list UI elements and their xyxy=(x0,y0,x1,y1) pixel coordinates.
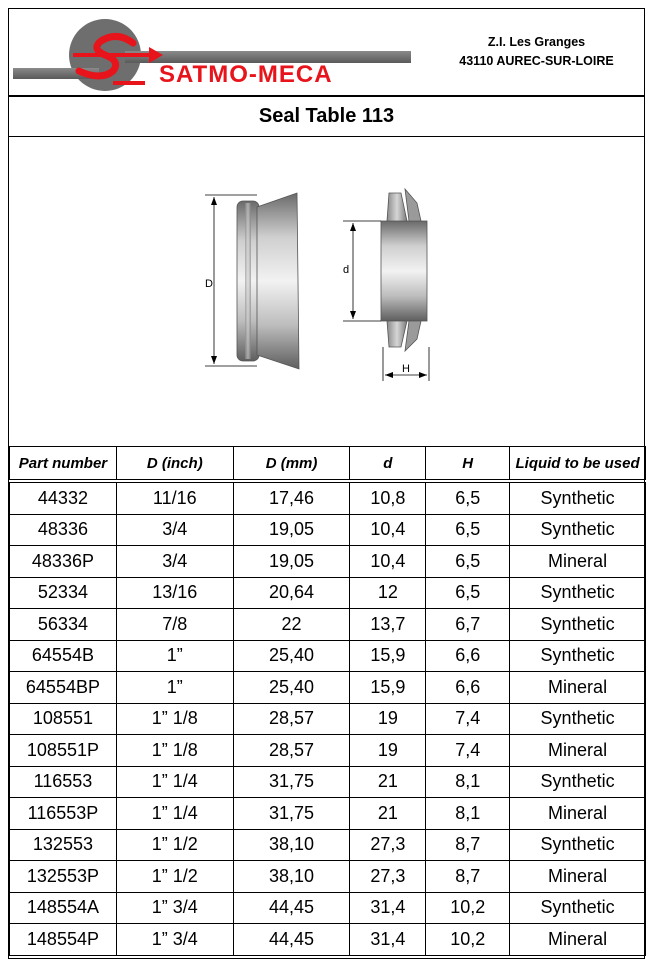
table-row xyxy=(10,924,646,956)
cell-h: 6,5 xyxy=(426,481,510,514)
cell-liquid: Mineral xyxy=(510,924,646,956)
cell-liquid: Synthetic xyxy=(510,829,646,861)
title-row xyxy=(9,97,644,137)
cell-liquid: Synthetic xyxy=(510,703,646,735)
cell-d-inch: 1” 1/2 xyxy=(116,861,233,893)
cell-part-number: 52334 xyxy=(10,577,117,609)
table-row xyxy=(10,798,646,830)
cell-d-mm: 19,05 xyxy=(233,546,350,578)
cell-small-d: 15,9 xyxy=(350,640,426,672)
cell-small-d: 13,7 xyxy=(350,609,426,641)
cell-d-mm: 17,46 xyxy=(233,481,350,514)
header-d-inch: D (inch) xyxy=(116,447,233,482)
address-line-2: 43110 AUREC-SUR-LOIRE xyxy=(459,54,614,68)
cell-liquid: Synthetic xyxy=(510,892,646,924)
cell-small-d: 21 xyxy=(350,798,426,830)
cell-part-number: 132553 xyxy=(10,829,117,861)
seal-section-view xyxy=(343,189,429,381)
seal-table-sheet xyxy=(8,8,645,959)
cell-liquid: Mineral xyxy=(510,798,646,830)
cell-small-d: 27,3 xyxy=(350,829,426,861)
table-row xyxy=(10,861,646,893)
cell-h: 6,6 xyxy=(426,640,510,672)
cell-d-mm: 25,40 xyxy=(233,672,350,704)
cell-part-number: 108551P xyxy=(10,735,117,767)
table-row xyxy=(10,766,646,798)
cell-h: 8,1 xyxy=(426,766,510,798)
cell-liquid: Synthetic xyxy=(510,609,646,641)
header-d-mm: D (mm) xyxy=(233,447,350,482)
cell-d-mm: 19,05 xyxy=(233,514,350,546)
cell-d-mm: 22 xyxy=(233,609,350,641)
table-row xyxy=(10,514,646,546)
address-line-1: Z.I. Les Granges xyxy=(487,35,586,49)
cell-part-number: 108551 xyxy=(10,703,117,735)
table-row xyxy=(10,640,646,672)
cell-small-d: 10,8 xyxy=(350,481,426,514)
cell-d-mm: 28,57 xyxy=(233,703,350,735)
header-small-d: d xyxy=(350,447,426,482)
cell-d-mm: 31,75 xyxy=(233,766,350,798)
cell-d-inch: 1” xyxy=(116,672,233,704)
cell-d-mm: 31,75 xyxy=(233,798,350,830)
cell-liquid: Synthetic xyxy=(510,577,646,609)
header-part-number: Part number xyxy=(10,447,117,482)
table-row xyxy=(10,609,646,641)
cell-small-d: 12 xyxy=(350,577,426,609)
cell-small-d: 27,3 xyxy=(350,861,426,893)
cell-d-mm: 44,45 xyxy=(233,924,350,956)
cell-h: 6,5 xyxy=(426,577,510,609)
cell-d-inch: 1” 1/8 xyxy=(116,735,233,767)
cell-d-mm: 28,57 xyxy=(233,735,350,767)
cell-part-number: 148554A xyxy=(10,892,117,924)
cell-small-d: 31,4 xyxy=(350,924,426,956)
company-name: SATMO-MECA xyxy=(159,61,333,88)
company-address xyxy=(429,33,644,71)
cell-d-inch: 1” 3/4 xyxy=(116,892,233,924)
cell-d-mm: 38,10 xyxy=(233,861,350,893)
cell-part-number: 64554B xyxy=(10,640,117,672)
cell-part-number: 48336P xyxy=(10,546,117,578)
table-row xyxy=(10,481,646,514)
cell-small-d: 15,9 xyxy=(350,672,426,704)
cell-part-number: 48336 xyxy=(10,514,117,546)
cell-part-number: 44332 xyxy=(10,481,117,514)
table-row xyxy=(10,735,646,767)
label-D: D xyxy=(205,278,213,290)
table-row xyxy=(10,577,646,609)
cell-small-d: 21 xyxy=(350,766,426,798)
cell-d-inch: 1” xyxy=(116,640,233,672)
table-row xyxy=(10,546,646,578)
cell-part-number: 148554P xyxy=(10,924,117,956)
letterhead xyxy=(9,9,644,97)
cell-small-d: 19 xyxy=(350,703,426,735)
cell-h: 8,7 xyxy=(426,861,510,893)
table-row xyxy=(10,672,646,704)
cell-d-mm: 38,10 xyxy=(233,829,350,861)
cell-h: 6,5 xyxy=(426,514,510,546)
cell-small-d: 19 xyxy=(350,735,426,767)
cell-small-d: 10,4 xyxy=(350,514,426,546)
cell-d-inch: 1” 3/4 xyxy=(116,924,233,956)
cell-d-inch: 1” 1/8 xyxy=(116,703,233,735)
label-d: d xyxy=(343,264,350,276)
cell-h: 8,1 xyxy=(426,798,510,830)
cell-h: 10,2 xyxy=(426,924,510,956)
header-h: H xyxy=(426,447,510,482)
cell-small-d: 31,4 xyxy=(350,892,426,924)
cell-part-number: 116553 xyxy=(10,766,117,798)
table-row xyxy=(10,892,646,924)
seal-drawing xyxy=(9,137,644,447)
cell-h: 6,7 xyxy=(426,609,510,641)
cell-small-d: 10,4 xyxy=(350,546,426,578)
table-header-row xyxy=(10,447,646,482)
table-row xyxy=(10,703,646,735)
cell-liquid: Synthetic xyxy=(510,640,646,672)
cell-d-inch: 1” 1/4 xyxy=(116,766,233,798)
cell-h: 8,7 xyxy=(426,829,510,861)
cell-d-mm: 25,40 xyxy=(233,640,350,672)
cell-h: 10,2 xyxy=(426,892,510,924)
page-title: Seal Table 113 xyxy=(258,105,395,127)
cell-liquid: Synthetic xyxy=(510,514,646,546)
cell-h: 6,6 xyxy=(426,672,510,704)
cell-part-number: 116553P xyxy=(10,798,117,830)
cell-h: 6,5 xyxy=(426,546,510,578)
cell-d-inch: 3/4 xyxy=(116,546,233,578)
label-H: H xyxy=(402,363,410,375)
cell-d-inch: 11/16 xyxy=(116,481,233,514)
cell-part-number: 132553P xyxy=(10,861,117,893)
cell-d-inch: 1” 1/2 xyxy=(116,829,233,861)
cell-d-inch: 7/8 xyxy=(116,609,233,641)
cell-d-mm: 44,45 xyxy=(233,892,350,924)
seal-table xyxy=(9,446,646,956)
cell-d-inch: 13/16 xyxy=(116,577,233,609)
cell-part-number: 64554BP xyxy=(10,672,117,704)
header-liquid: Liquid to be used xyxy=(510,447,646,482)
cell-liquid: Mineral xyxy=(510,672,646,704)
cell-liquid: Synthetic xyxy=(510,766,646,798)
seal-side-view xyxy=(205,193,299,369)
cell-h: 7,4 xyxy=(426,735,510,767)
cell-part-number: 56334 xyxy=(10,609,117,641)
cell-d-inch: 3/4 xyxy=(116,514,233,546)
cell-liquid: Synthetic xyxy=(510,481,646,514)
table-row xyxy=(10,829,646,861)
cell-liquid: Mineral xyxy=(510,735,646,767)
cell-d-mm: 20,64 xyxy=(233,577,350,609)
cell-liquid: Mineral xyxy=(510,861,646,893)
cell-h: 7,4 xyxy=(426,703,510,735)
cell-liquid: Mineral xyxy=(510,546,646,578)
cell-d-inch: 1” 1/4 xyxy=(116,798,233,830)
